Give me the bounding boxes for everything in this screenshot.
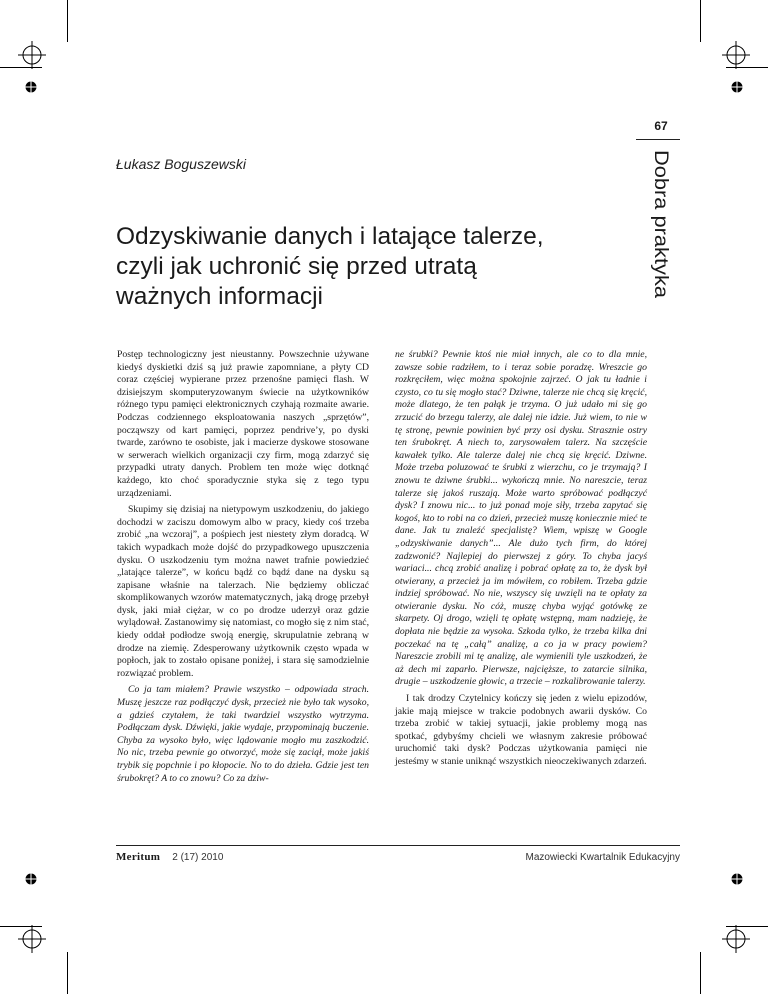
footer-rule	[116, 845, 680, 846]
paragraph: Skupimy się dzisiaj na nietypowym uszkodzeniu, do jakiego dochodzi w zaciszu domowym albo w pracy, kiedy coś trzeba zrobić „na wczoraj”, a pośpiech jest niestety złym doradcą. W takich wypadkach może dojść do przypadkowego upuszczenia dysku. O uszkodzeniu tym można nawet trafnie powiedzieć „latające talerze”, w końcu bądź co bądź dane na dysku są zapisane właśnie na talerzach. Nie będziemy obliczać skomplikowanych wzorów matematycznych, jaką drogę przebył dysk, jaki miał ciężar, w co po drodze uderzył oraz gdzie wylądował. Zastanowimy się natomiast, co mogło się z nim stać, kiedy oddał podłodze swoją energię, skrupulatnie zebraną w drodze na ziemię. Zdesperowany użytkownik często wpada w popłoch, jak to zostało opisane poniżej, i stara się samodzielnie rozwiązać problem.	[117, 504, 369, 679]
registration-mark-icon	[722, 41, 750, 69]
registration-mark-icon	[18, 925, 46, 953]
footer-issue: 2 (17) 2010	[172, 852, 224, 863]
crop-mark-br-vertical	[700, 952, 701, 994]
article-title: Odzyskiwanie danych i latające talerze, czyli jak uchronić się przed utratą ważnych informacji	[116, 223, 544, 310]
registration-bullet-icon	[25, 81, 37, 93]
crop-mark-tr-vertical	[700, 0, 701, 42]
footer-left	[116, 851, 223, 863]
article-column-right	[395, 349, 647, 769]
section-label-text: Dobra praktyka	[650, 150, 671, 279]
section-label	[641, 150, 681, 300]
registration-mark-icon	[18, 41, 46, 69]
footer-brand: Meritum	[116, 851, 161, 863]
article-column-left	[117, 349, 369, 785]
crop-mark-bl-vertical	[67, 952, 68, 994]
paragraph-italic: Co ja tam miałem? Prawie wszystko – odpowiada strach. Muszę jeszcze raz podłączyć dysk, przecież nie było tak wysoko, a gdzieś czytałem, że taki twardziel wszystko wytrzyma. Podłączam dysk. Dźwięki, jakie wydaje, przypominają buczenie. Chyba za wysoko było, więc lądowanie mogło mu zaszkodzić. No nic, trzeba pewnie go otworzyć, może się zaciął, może jakiś trybik się popchnie i po kłopocie. No to do dzieła. Gdzie jest ten śrubokręt? A to co znowu? Co za dziw-	[117, 684, 369, 784]
registration-bullet-icon	[731, 81, 743, 93]
page-number: 67	[654, 119, 668, 133]
registration-mark-icon	[722, 925, 750, 953]
registration-bullet-icon	[25, 873, 37, 885]
footer-publication: Mazowiecki Kwartalnik Edukacyjny	[525, 852, 680, 863]
crop-mark-tl-vertical	[67, 0, 68, 42]
page-number-rule	[636, 139, 680, 140]
paragraph-italic: ne śrubki? Pewnie ktoś nie miał innych, ale co to dla mnie, zawsze sobie radziłem, to i teraz sobie poradzę. Wreszcie go rozkręciłem, więc można spokojnie zajrzeć. O jak tu ładnie i czysto, co tu się mogło stać? Dziwne, talerze nie chcą się kręcić, może dlatego, że ten pałąk je trzyma. O już udało mi się go zrzucić do brzegu talerzy, ale dalej nie idzie. Już wiem, to nie w tę stronę, pewnie powinien być przy osi dysku. Strasznie ostry ten śrubokręt. A niech to, zarysowałem talerz. Na szczęście kawałek tylko. Ale talerze dalej nie chcą się kręcić. Dziwne. Może trzeba poluzować te śrubki z wierzchu, co je trzymają? I znowu te dziwne śrubki... wykończą mnie. No nareszcie, teraz talerze się jakoś ruszają. Może warto spróbować podłączyć dysk? I znowu nic... to już ponad moje siły, trzeba zapytać się kogoś, kto to robi na co dzień, przecież muszę koniecznie mieć te dane. Jak tu znaleźć specjalistę? Wiem, wpiszę w Google „odzyskiwanie danych”... Ale dużo tych firm, do której zadzwonić? Najlepiej do pierwszej z góry. To chyba jacyś wariaci... chcą zrobić analizę i pobrać opłatę za to, że dysk był otwierany, a przecież ja im mówiłem, co robiłem. Trzeba gdzie indziej spróbować. No nie, wszyscy się uwzięli na te opłaty za otwieranie dysku. No cóż, muszę chyba wyjąć gotówkę ze skarpety. Oj drogo, wzięli tę opłatę wstępną, mam nadzieję, że dopłata nie będzie za wysoka. Szkoda tylko, że trzeba kilka dni poczekać na tę „całą” analizę, a co ja w pracy powiem? Nareszcie zrobili mi tę analizę, ale wymienili tyle uszkodzeń, że aż dech mi zaparło. Pierwsze, najcięższe, to zatarcie silnika, drugie – uszkodzenie głowic, a trzecie – rozkalibrowanie talerzy.	[395, 349, 647, 688]
author-name: Łukasz Boguszewski	[116, 156, 246, 172]
registration-bullet-icon	[731, 873, 743, 885]
paragraph: Postęp technologiczny jest nieustanny. Powszechnie używane kiedyś dyskietki dziś są już prawie zapomniane, a płyty CD coraz częściej wypierane przez przenośne pamięci flash. W dzisiejszym skomputeryzowanym świecie na użytkowników różnego typu pamięci elektronicznych czyhają rozmaite awarie. Podczas codziennego eksploatowania naszych „sprzętów”, począwszy od kart pamięci, poprzez pendrive’y, po dyski twarde, zarówno te osobiste, jak i macierze dyskowe stosowane w serwerach wielkich organizacji czy firm, mogą zdarzyć się przypadki utraty danych. Problem ten może więc dotknąć każdego, kto choć sporadycznie styka się z tego typu urządzeniami.	[117, 349, 369, 499]
paragraph: I tak drodzy Czytelnicy kończy się jeden z wielu epizodów, jakie mają miejsce w trakcie podobnych awarii dysków. Co trzeba zrobić w takiej sytuacji, jakie problemy mogą nas spotkać, gdybyśmy chcieli we własnym zakresie próbować uruchomić taki dysk? Podczas użytkowania pamięci nie jesteśmy w stanie uniknąć wszystkich nieoczekiwanych zdarzeń.	[395, 693, 647, 767]
